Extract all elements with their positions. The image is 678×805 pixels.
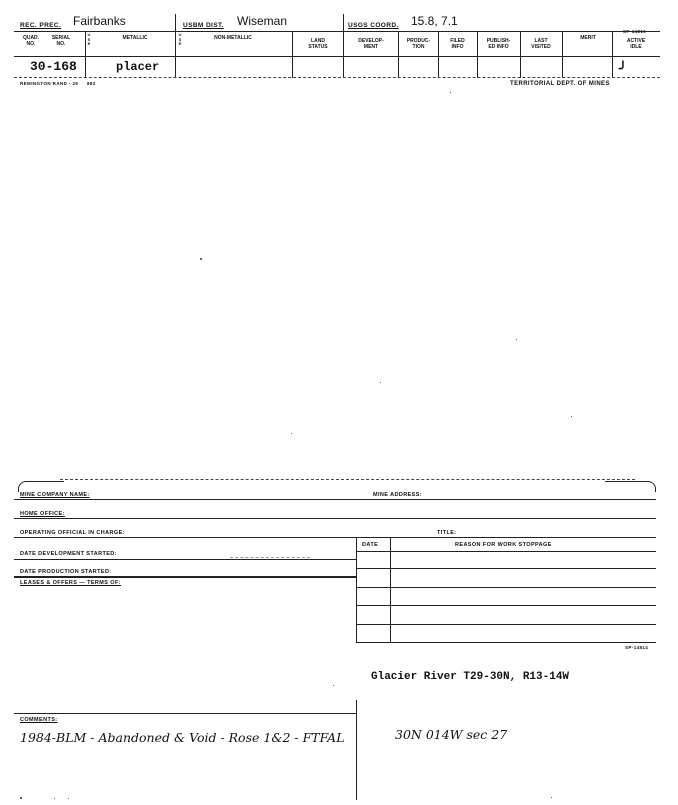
top-card-bottom-rule [14,77,660,78]
title-label: TITLE: [437,530,457,536]
col-merit: MERIT [580,35,596,41]
home-office-label: HOME OFFICE: [20,511,65,517]
bottom-card-top-rule [60,479,635,480]
mine-address-label: MINE ADDRESS: [373,492,422,498]
col-non-metallic: NON-METALLIC [214,35,252,41]
col-serial-no: SERIAL NO. [51,35,71,47]
usbm-dist-label: USBM DIST. [183,22,224,29]
footer-left: REMINGTON RAND - 25 [20,81,79,86]
top-form-code: SP-14816 [623,29,647,34]
footer-right: TERRITORIAL DEPT. OF MINES [510,81,610,87]
serial-value: 30-168 [30,59,77,74]
col-published-info: PUBLISH- ED INFO [486,38,511,50]
col-active-idle: ACTIVE IDLE [626,38,646,50]
comments-label: COMMENTS: [20,717,58,723]
date-production-label: DATE PRODUCTION STARTED: [20,569,112,575]
col-use-1: U S E [87,32,91,46]
col-land-status: LAND STATUS [308,38,328,50]
date-development-label: DATE DEVELOPMENT STARTED: [20,551,117,557]
operating-official-label: OPERATING OFFICIAL IN CHARGE: [20,530,125,536]
col-metallic: METALLIC [122,35,148,41]
bottom-form-code: SP-14814 [625,645,649,650]
rec-prec-label: REC. PREC. [20,22,62,29]
col-development: DEVELOP- MENT [358,38,384,50]
header-rule [14,31,660,32]
col-last-visited: LAST VISITED [531,38,551,50]
usgs-coord-value: 15.8, 7.1 [411,14,458,28]
mine-company-name-label: MINE COMPANY NAME: [20,492,90,498]
column-heading-rule [14,56,660,57]
township-handwritten: 30N 014W sec 27 [395,727,508,742]
metallic-value: placer [116,60,160,74]
comments-handwritten: 1984-BLM - Abandoned & Void - Rose 1&2 - FTFAL [20,730,345,745]
reason-col-label: REASON FOR WORK STOPPAGE [455,542,552,548]
col-filed-info: FILED INFO [450,38,465,50]
rec-prec-value: Fairbanks [73,14,126,28]
usbm-dist-value: Wiseman [237,14,288,28]
date-col-label: DATE [362,542,379,548]
leases-label: LEASES & OFFERS — TERMS OF: [20,580,121,586]
col-use-2: U S E [178,32,182,46]
col-production: PRODUC- TION [406,38,431,50]
footer-left-num: 882 [87,81,96,86]
col-quad-no: QUAD. NO. [22,35,40,47]
usgs-coord-label: USGS COORD. [348,22,399,29]
location-text: Glacier River T29-30N, R13-14W [371,671,570,683]
active-mark: ╯ [619,61,627,76]
